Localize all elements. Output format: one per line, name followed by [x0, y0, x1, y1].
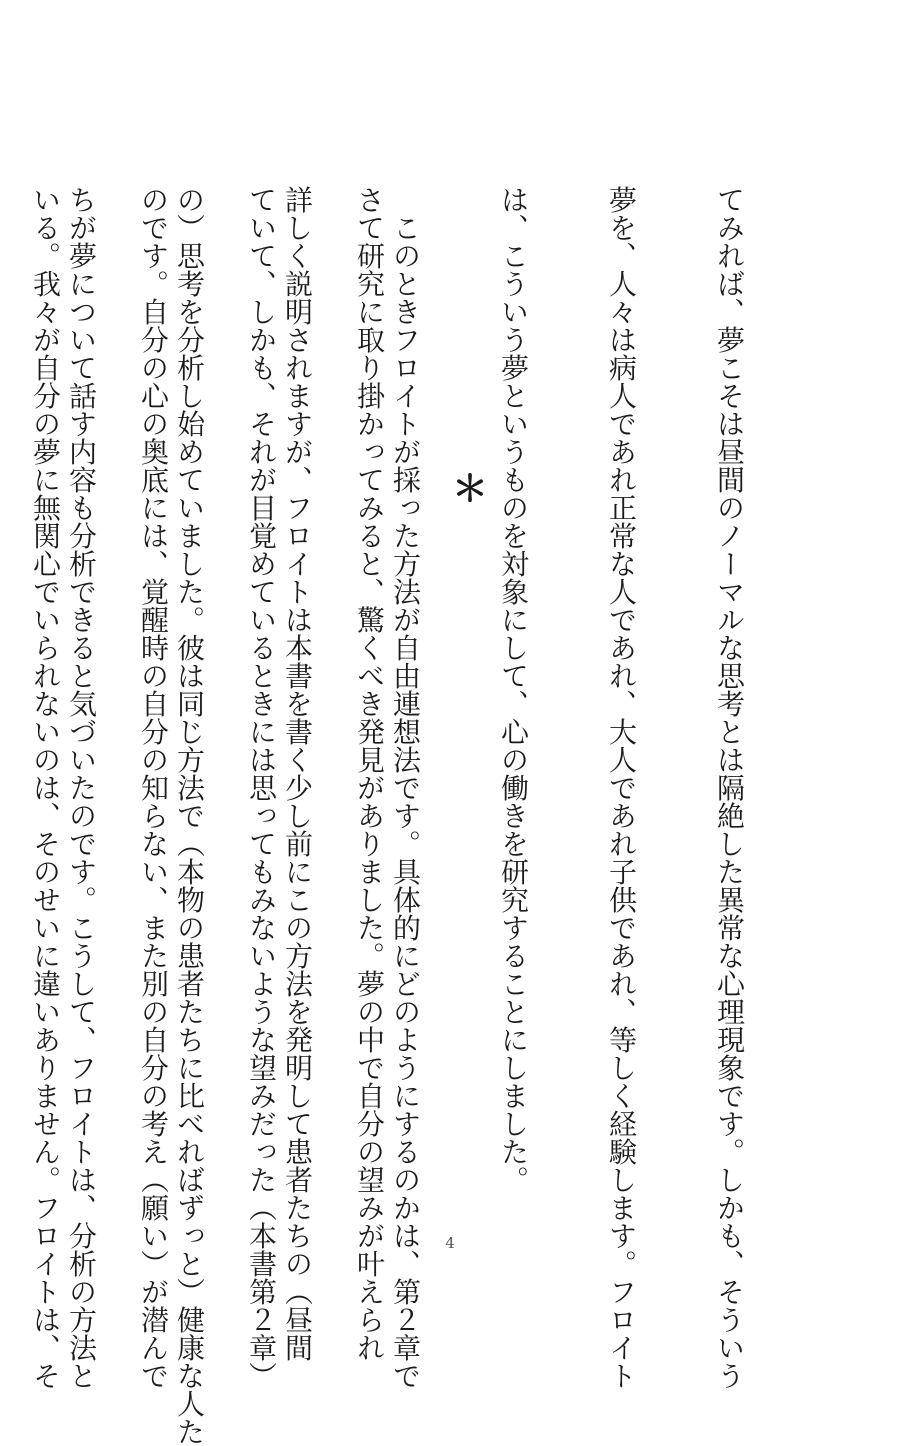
text-line: いる。我々が自分の夢に無関心でいられないのは、そのせいに違いありません。フロイトは、そ [29, 185, 62, 1390]
text-line: さて研究に取り掛かってみると、驚くべき発見がありました。夢の中で自分の望みが叶えられ [353, 185, 386, 1362]
text-line: 夢を、人々は病人であれ正常な人であれ、大人であれ子供であれ、等しく経験します。フロイト [605, 185, 638, 1390]
section-separator-asterisk: ＊ [451, 469, 488, 510]
text-line: ていて、しかも、それが目覚めているときには思ってもみないような望みだった（本書第２章） [245, 185, 278, 1390]
text-line: このときフロイトが採った方法が自由連想法です。具体的にどのようにするのかは、第２章で [389, 185, 422, 1390]
text-line: は、こういう夢というものを対象にして、心の働きを研究することにしました。 [497, 185, 530, 1194]
text-line: てみれば、夢こそは昼間のノーマルな思考とは隔絶した異常な心理現象です。しかも、そういう [713, 185, 746, 1390]
page-number: 4 [445, 1234, 455, 1252]
text-line: のです。自分の心の奥底には、覚醒時の自分の知らない、また別の自分の考え（願い）が潜んで [137, 185, 170, 1390]
text-line: 詳しく説明されますが、フロイトは本書を書く少し前にこの方法を発明して患者たちの（昼間 [281, 185, 314, 1362]
lower-text-block [0, 150, 450, 1390]
text-line: の）思考を分析し始めていました。彼は同じ方法で（本物の患者たちに比べればずっと）健康な人た [173, 185, 206, 1446]
text-line: ちが夢について話す内容も分析できると気づいたのです。こうして、フロイトは、分析の方法と [65, 185, 98, 1390]
